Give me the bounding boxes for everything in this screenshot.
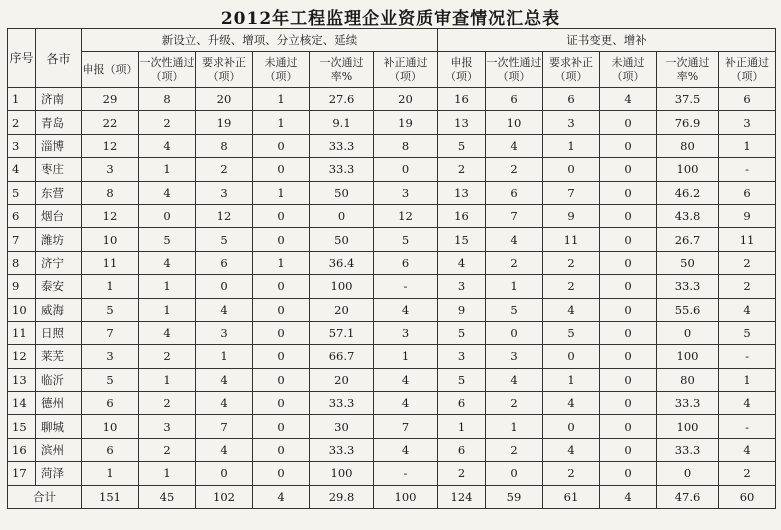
row-index: 14 [8,392,36,415]
cell-cert: 4 [543,298,600,321]
cell-cert: 0 [657,462,719,485]
cell-cert: 3 [438,345,486,368]
row-index: 15 [8,415,36,438]
table-row [8,134,776,157]
cell-new: 0 [253,158,310,181]
cell-cert: 1 [486,275,543,298]
cell-new: 1 [196,345,253,368]
row-city: 青岛 [36,111,82,134]
cell-cert: 4 [719,392,776,415]
cell-new: 0 [196,275,253,298]
cell-cert: 80 [657,134,719,157]
cell-new: 19 [196,111,253,134]
cell-cert: 80 [657,368,719,391]
cell-cert: 0 [486,321,543,344]
row-index: 3 [8,134,36,157]
row-city: 日照 [36,321,82,344]
cell-cert: 2 [543,462,600,485]
cell-new: 0 [253,228,310,251]
cell-cert: 0 [600,251,657,274]
row-index: 9 [8,275,36,298]
cell-new: 0 [253,275,310,298]
header-new-correction-required: 要求补正（项） [196,52,253,88]
cell-cert: 0 [486,462,543,485]
cell-new: 20 [196,88,253,111]
cell-cert: 0 [600,158,657,181]
cell-cert: 11 [719,228,776,251]
cell-cert: 5 [719,321,776,344]
cell-cert: 4 [486,134,543,157]
cell-new: 0 [253,345,310,368]
cell-cert: 4 [486,368,543,391]
row-index: 7 [8,228,36,251]
cell-cert: 0 [600,462,657,485]
cell-new: 0 [253,298,310,321]
cell-new: 33.3 [310,392,374,415]
cell-new: 3 [374,321,438,344]
row-index: 11 [8,321,36,344]
header-row-columns [8,52,776,88]
cell-cert: 0 [600,228,657,251]
table-row [8,158,776,181]
cell-cert: 0 [600,438,657,461]
header-cert-corrected-passed: 补正通过（项） [719,52,776,88]
cell-new: 4 [374,298,438,321]
cell-new: 5 [82,368,139,391]
cell-cert: 6 [438,392,486,415]
cell-new: 27.6 [310,88,374,111]
cell-cert: 4 [543,438,600,461]
cell-cert: 2 [719,275,776,298]
cell-cert: 0 [600,111,657,134]
table-row [8,204,776,227]
cell-new: 33.3 [310,438,374,461]
cell-cert: 2 [438,158,486,181]
cell-cert: 4 [543,392,600,415]
cell-cert: 1 [438,415,486,438]
cell-cert: 33.3 [657,438,719,461]
cell-cert: 0 [657,321,719,344]
cell-new: 29 [82,88,139,111]
header-new-passed-once: 一次性通过（项） [139,52,196,88]
cell-cert: 2 [486,392,543,415]
cell-cert: 55.6 [657,298,719,321]
header-cert-correction-required: 要求补正（项） [543,52,600,88]
cell-cert: 9 [438,298,486,321]
cell-new: 1 [374,345,438,368]
cell-new: 4 [139,134,196,157]
cell-cert: 2 [486,158,543,181]
cell-new: 50 [310,181,374,204]
cell-cert: 6 [719,181,776,204]
cell-cert: 4 [486,228,543,251]
cell-cert: 2 [486,251,543,274]
cell-cert: 6 [486,181,543,204]
table-row [8,298,776,321]
cell-cert: 33.3 [657,392,719,415]
cell-cert: 9 [543,204,600,227]
cell-new: 1 [139,158,196,181]
cell-new: 5 [196,228,253,251]
cell-cert: - [719,345,776,368]
cell-new: 6 [196,251,253,274]
table-row [8,438,776,461]
header-group-new: 新设立、升级、增项、分立核定、延续 [82,29,438,52]
cell-cert: 6 [438,438,486,461]
cell-cert: 4 [438,251,486,274]
cell-new: 3 [196,321,253,344]
cell-new: 2 [139,111,196,134]
cell-cert: 0 [543,345,600,368]
cell-new: 2 [196,158,253,181]
cell-cert: 100 [657,415,719,438]
cell-new: - [374,462,438,485]
row-city: 聊城 [36,415,82,438]
cell-cert: 2 [486,438,543,461]
row-city: 济南 [36,88,82,111]
cell-new: 3 [139,415,196,438]
cell-new: 7 [196,415,253,438]
header-row-groups [8,29,776,52]
cell-new: 4 [374,368,438,391]
cell-cert: 2 [719,251,776,274]
cell-cert: 13 [438,181,486,204]
cell-new: 4 [374,438,438,461]
cell-cert: 3 [719,111,776,134]
row-index: 1 [8,88,36,111]
header-group-cert: 证书变更、增补 [438,29,776,52]
header-new-corrected-passed: 补正通过（项） [374,52,438,88]
cell-new: 4 [196,368,253,391]
cell-new: 5 [139,228,196,251]
header-cert-passed-once: 一次性通过（项） [486,52,543,88]
table-row [8,321,776,344]
row-city: 烟台 [36,204,82,227]
cell-new: 4 [196,392,253,415]
cell-new: 29.8 [310,485,374,508]
cell-new: 8 [139,88,196,111]
row-index: 13 [8,368,36,391]
cell-cert: 50 [657,251,719,274]
cell-cert: 46.2 [657,181,719,204]
cell-new: 3 [196,181,253,204]
cell-new: 20 [310,298,374,321]
row-index: 17 [8,462,36,485]
cell-cert: 2 [543,275,600,298]
cell-cert: 100 [657,158,719,181]
cell-cert: 124 [438,485,486,508]
cell-new: 7 [374,415,438,438]
cell-new: 5 [374,228,438,251]
header-city: 各市 [36,29,82,88]
cell-cert: 4 [719,438,776,461]
cell-new: 3 [82,345,139,368]
cell-new: 1 [139,368,196,391]
cell-cert: 47.6 [657,485,719,508]
table-row [8,228,776,251]
cell-new: 2 [139,345,196,368]
cell-new: 12 [82,204,139,227]
cell-new: 1 [82,275,139,298]
table-row [8,251,776,274]
cell-cert: 5 [438,134,486,157]
cell-cert: 37.5 [657,88,719,111]
table-row [8,462,776,485]
cell-cert: 11 [543,228,600,251]
cell-new: 4 [139,251,196,274]
table-row [8,111,776,134]
cell-cert: 0 [600,204,657,227]
cell-cert: 2 [719,462,776,485]
cell-new: 57.1 [310,321,374,344]
cell-cert: 0 [600,275,657,298]
cell-new: 12 [82,134,139,157]
cell-cert: 6 [543,88,600,111]
cell-new: 2 [139,392,196,415]
cell-cert: 0 [600,321,657,344]
row-index: 6 [8,204,36,227]
cell-new: 5 [82,298,139,321]
cell-cert: 61 [543,485,600,508]
cell-cert: 0 [600,392,657,415]
header-cert-failed: 未通过（项） [600,52,657,88]
table-row [8,345,776,368]
cell-new: 12 [196,204,253,227]
cell-new: 8 [196,134,253,157]
cell-cert: 43.8 [657,204,719,227]
row-index: 16 [8,438,36,461]
row-city: 威海 [36,298,82,321]
cell-new: 8 [374,134,438,157]
cell-new: 0 [196,462,253,485]
table-row [8,392,776,415]
cell-cert: 3 [438,275,486,298]
header-cert-pass-rate: 一次通过率% [657,52,719,88]
cell-cert: 60 [719,485,776,508]
row-city: 泰安 [36,275,82,298]
cell-cert: 5 [438,368,486,391]
table-row [8,368,776,391]
cell-new: 151 [82,485,139,508]
cell-cert: 0 [600,415,657,438]
cell-cert: 2 [438,462,486,485]
cell-new: 102 [196,485,253,508]
cell-cert: 7 [543,181,600,204]
header-cert-declared: 申报（项） [438,52,486,88]
cell-cert: 100 [657,345,719,368]
cell-new: 1 [253,88,310,111]
cell-new: 0 [253,392,310,415]
cell-new: 3 [82,158,139,181]
cell-new: 4 [253,485,310,508]
cell-new: 1 [253,181,310,204]
cell-new: 100 [374,485,438,508]
cell-cert: 4 [719,298,776,321]
cell-new: 1 [139,298,196,321]
total-row [8,485,776,508]
qualification-summary-table [7,28,776,509]
cell-new: 10 [82,228,139,251]
cell-new: 1 [253,251,310,274]
cell-new: 33.3 [310,158,374,181]
cell-cert: 16 [438,204,486,227]
row-index: 2 [8,111,36,134]
cell-cert: 4 [600,88,657,111]
cell-new: 50 [310,228,374,251]
cell-new: 8 [82,181,139,204]
cell-cert: 1 [719,368,776,391]
row-city: 潍坊 [36,228,82,251]
total-label: 合计 [8,485,82,508]
cell-new: 12 [374,204,438,227]
cell-cert: - [719,158,776,181]
cell-cert: 7 [486,204,543,227]
cell-cert: 15 [438,228,486,251]
row-city: 德州 [36,392,82,415]
cell-new: 4 [196,298,253,321]
cell-cert: 10 [486,111,543,134]
cell-cert: 1 [543,134,600,157]
cell-cert: 76.9 [657,111,719,134]
cell-new: 10 [82,415,139,438]
cell-cert: - [719,415,776,438]
cell-cert: 9 [719,204,776,227]
cell-cert: 3 [543,111,600,134]
row-index: 8 [8,251,36,274]
cell-new: 0 [253,321,310,344]
cell-new: 3 [374,181,438,204]
cell-new: 0 [139,204,196,227]
cell-new: 1 [253,111,310,134]
cell-cert: 5 [438,321,486,344]
header-new-declared: 申报（项） [82,52,139,88]
cell-cert: 1 [543,368,600,391]
cell-cert: 16 [438,88,486,111]
cell-new: 4 [139,181,196,204]
cell-new: 0 [310,204,374,227]
row-index: 5 [8,181,36,204]
cell-new: 7 [82,321,139,344]
cell-new: 6 [82,392,139,415]
row-index: 4 [8,158,36,181]
header-index: 序号 [8,29,36,88]
row-city: 莱芜 [36,345,82,368]
cell-new: 2 [139,438,196,461]
cell-new: 30 [310,415,374,438]
cell-new: 6 [82,438,139,461]
cell-cert: 5 [486,298,543,321]
cell-cert: 1 [486,415,543,438]
row-city: 滨州 [36,438,82,461]
cell-cert: 6 [486,88,543,111]
cell-new: 33.3 [310,134,374,157]
row-index: 10 [8,298,36,321]
cell-cert: 13 [438,111,486,134]
cell-cert: 6 [719,88,776,111]
cell-cert: 0 [600,298,657,321]
table-row [8,415,776,438]
cell-cert: 3 [486,345,543,368]
cell-cert: 59 [486,485,543,508]
header-new-pass-rate: 一次通过率% [310,52,374,88]
row-city: 济宁 [36,251,82,274]
header-new-failed: 未通过（项） [253,52,310,88]
cell-new: 0 [253,438,310,461]
cell-new: 6 [374,251,438,274]
row-index: 12 [8,345,36,368]
cell-cert: 0 [600,181,657,204]
cell-new: 4 [374,392,438,415]
cell-cert: 33.3 [657,275,719,298]
cell-cert: 0 [600,345,657,368]
cell-cert: 5 [543,321,600,344]
cell-new: 0 [374,158,438,181]
cell-cert: 0 [543,158,600,181]
row-city: 枣庄 [36,158,82,181]
cell-new: 22 [82,111,139,134]
cell-cert: 0 [600,134,657,157]
cell-new: 36.4 [310,251,374,274]
cell-new: 0 [253,462,310,485]
cell-new: 1 [82,462,139,485]
cell-new: 11 [82,251,139,274]
cell-new: 1 [139,275,196,298]
table-row [8,88,776,111]
cell-new: 20 [310,368,374,391]
cell-cert: 0 [600,368,657,391]
cell-new: 0 [253,134,310,157]
cell-new: 45 [139,485,196,508]
cell-new: 66.7 [310,345,374,368]
row-city: 菏泽 [36,462,82,485]
cell-new: 0 [253,415,310,438]
cell-new: 9.1 [310,111,374,134]
cell-new: - [374,275,438,298]
table-row [8,181,776,204]
cell-cert: 26.7 [657,228,719,251]
row-city: 淄博 [36,134,82,157]
cell-new: 100 [310,275,374,298]
row-city: 东营 [36,181,82,204]
cell-cert: 1 [719,134,776,157]
cell-new: 4 [139,321,196,344]
table-row [8,275,776,298]
cell-new: 0 [253,204,310,227]
cell-cert: 4 [600,485,657,508]
cell-new: 1 [139,462,196,485]
table-body [8,88,776,509]
document-title: 2012年工程监理企业资质审查情况汇总表 [220,9,561,29]
cell-cert: 0 [543,415,600,438]
row-city: 临沂 [36,368,82,391]
cell-new: 19 [374,111,438,134]
cell-new: 0 [253,368,310,391]
cell-cert: 2 [543,251,600,274]
cell-new: 4 [196,438,253,461]
cell-new: 20 [374,88,438,111]
cell-new: 100 [310,462,374,485]
